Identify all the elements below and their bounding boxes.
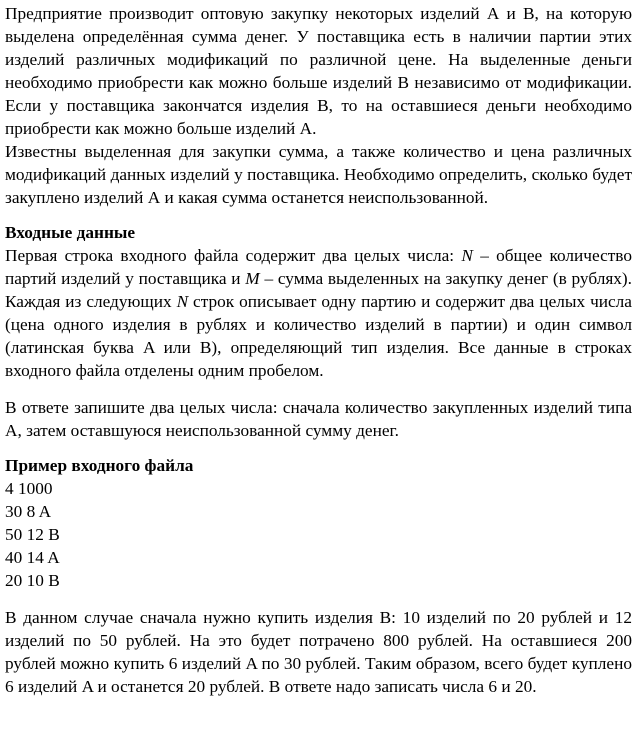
example-heading: Пример входного файла	[5, 456, 194, 475]
var-n-2: N	[176, 292, 189, 311]
example-line: 50 12 B	[5, 525, 60, 544]
input-text-3: – сумма выделенных на закупку денег (в рублях). Каждая из следующих	[5, 269, 632, 311]
example-line: 4 1000	[5, 479, 53, 498]
answer-instruction: В ответе запишите два целых числа: сначала количество закупленных изделий типа А, затем оставшуюся неиспользованной сумму денег.	[5, 398, 632, 440]
explanation-paragraph: В данном случае сначала нужно купить изделия B: 10 изделий по 20 рублей и 12 изделий по 50 рублей. На это будет потрачено 800 рублей. На оставшиеся 200 рублей можно купить 6 изделий A по 30 рублей. Таким образом, всего будет куплено 6 изделий A и останется 20 рублей. В ответе надо записать числа 6 и 20.	[5, 608, 632, 696]
input-text-1: Первая строка входного файла содержит два целых числа:	[5, 246, 462, 265]
example-line: 30 8 A	[5, 502, 52, 521]
example-line: 20 10 B	[5, 571, 60, 590]
var-m: M	[245, 269, 260, 288]
example-line: 40 14 A	[5, 548, 60, 567]
var-n: N	[461, 246, 473, 265]
input-heading: Входные данные	[5, 223, 136, 242]
input-text-2: – общее количество партий изделий у поставщика и	[5, 246, 632, 288]
input-text-4: строк описывает одну партию и содержит два целых числа (цена одного изделия в рублях и количество изделий в партии) и один символ (латинская буква A или B), определяющий тип изделия. Все данные в строках входного файла отделены одним пробелом.	[5, 292, 632, 380]
input-description	[5, 244, 632, 382]
example-input-file	[5, 477, 632, 592]
intro-paragraph-2: Известны выделенная для закупки сумма, а также количество и цена различных модификаций данных изделий у поставщика. Необходимо определить, сколько будет закуплено изделий А и какая сумма останется неиспользованной.	[5, 142, 632, 207]
intro-paragraph-1: Предприятие производит оптовую закупку некоторых изделий А и В, на которую выделена определённая сумма денег. У поставщика есть в наличии партии этих изделий различных модификаций по различной цене. На выделенные деньги необходимо приобрести как можно больше изделий В независимо от модификации. Если у поставщика закончатся изделия В, то на оставшиеся деньги необходимо приобрести как можно больше изделий А.	[5, 4, 632, 138]
